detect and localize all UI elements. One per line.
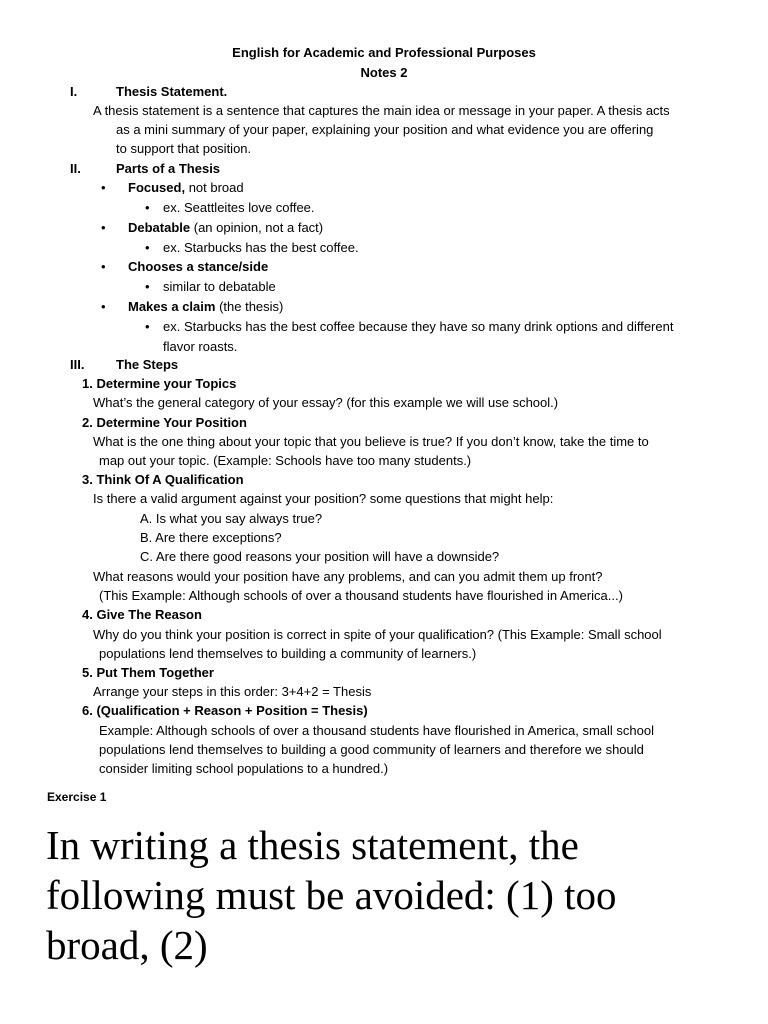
step-text: What reasons would your position have any problems, and can you admit them up front?	[93, 569, 603, 584]
exercise-prompt-line: broad, (2)	[46, 922, 208, 968]
bullet-icon: •	[145, 240, 150, 255]
sub-bullet-text: ex. Starbucks has the best coffee because they have so many drink options and different	[163, 319, 674, 334]
paragraph-line: A thesis statement is a sentence that captures the main idea or message in your paper. A thesis acts	[93, 103, 670, 118]
step-heading: 5. Put Them Together	[82, 665, 214, 680]
step-heading: 6. (Qualification + Reason + Position = Thesis)	[82, 703, 368, 718]
step-heading: 2. Determine Your Position	[82, 415, 247, 430]
bullet-text: (the thesis)	[215, 299, 284, 314]
section-1-number: I.	[70, 84, 78, 99]
step-text: Arrange your steps in this order: 3+4+2 = Thesis	[93, 684, 372, 699]
section-3-heading: The Steps	[116, 357, 179, 372]
bullet-text: (an opinion, not a fact)	[190, 220, 324, 235]
paragraph-line: as a mini summary of your paper, explaining your position and what evidence you are offering	[116, 122, 654, 137]
bullet-item	[128, 298, 283, 315]
question-item: C. Are there good reasons your position will have a downside?	[140, 549, 500, 564]
bullet-icon: •	[101, 220, 106, 235]
step-text: populations lend themselves to building a community of learners.)	[99, 646, 477, 661]
document-title: English for Academic and Professional Purposes	[232, 45, 536, 60]
paragraph-line: to support that position.	[116, 141, 252, 156]
sub-bullet-text: ex. Starbucks has the best coffee.	[163, 240, 359, 255]
bullet-label: Makes a claim	[128, 299, 216, 314]
document-subtitle: Notes 2	[360, 65, 408, 80]
bullet-text: not broad	[185, 180, 244, 195]
bullet-icon: •	[145, 279, 150, 294]
bullet-icon: •	[145, 200, 150, 215]
section-2-number: II.	[70, 161, 81, 176]
step-heading: 1. Determine your Topics	[82, 376, 237, 391]
sub-bullet-text: flavor roasts.	[163, 339, 238, 354]
bullet-label: Focused,	[128, 180, 186, 195]
bullet-item	[128, 219, 323, 236]
bullet-icon: •	[101, 180, 106, 195]
bullet-icon: •	[101, 299, 106, 314]
exercise-prompt	[46, 820, 746, 970]
step-text: Example: Although schools of over a thousand students have flourished in America, small school	[99, 723, 654, 738]
bullet-icon: •	[145, 319, 150, 334]
bullet-item	[128, 179, 244, 196]
step-text: Why do you think your position is correct in spite of your qualification? (This Example: Small school	[93, 627, 662, 642]
step-heading: 4. Give The Reason	[82, 607, 202, 622]
step-text: What’s the general category of your essay? (for this example we will use school.)	[93, 395, 559, 410]
section-1-heading: Thesis Statement.	[116, 84, 228, 99]
step-text: consider limiting school populations to a hundred.)	[99, 761, 389, 776]
exercise-prompt-line: In writing a thesis statement, the	[46, 822, 579, 868]
question-item: B. Are there exceptions?	[140, 530, 282, 545]
exercise-label: Exercise 1	[47, 790, 107, 804]
sub-bullet-text: ex. Seattleites love coffee.	[163, 200, 315, 215]
step-text: What is the one thing about your topic that you believe is true? If you don’t know, take the time to	[93, 434, 649, 449]
sub-bullet-text: similar to debatable	[163, 279, 276, 294]
section-2-heading: Parts of a Thesis	[116, 161, 221, 176]
step-text: populations lend themselves to building a good community of learners and therefore we should	[99, 742, 644, 757]
step-text: Is there a valid argument against your position? some questions that might help:	[93, 491, 554, 506]
bullet-label: Chooses a stance/side	[128, 259, 269, 274]
step-text: (This Example: Although schools of over a thousand students have flourished in America...)	[99, 588, 623, 603]
bullet-icon: •	[101, 259, 106, 274]
section-3-number: III.	[70, 357, 85, 372]
exercise-prompt-line: following must be avoided: (1) too	[46, 872, 617, 918]
bullet-label: Debatable	[128, 220, 191, 235]
question-item: A. Is what you say always true?	[140, 511, 323, 526]
step-text: map out your topic. (Example: Schools have too many students.)	[99, 453, 472, 468]
step-heading: 3. Think Of A Qualification	[82, 472, 244, 487]
